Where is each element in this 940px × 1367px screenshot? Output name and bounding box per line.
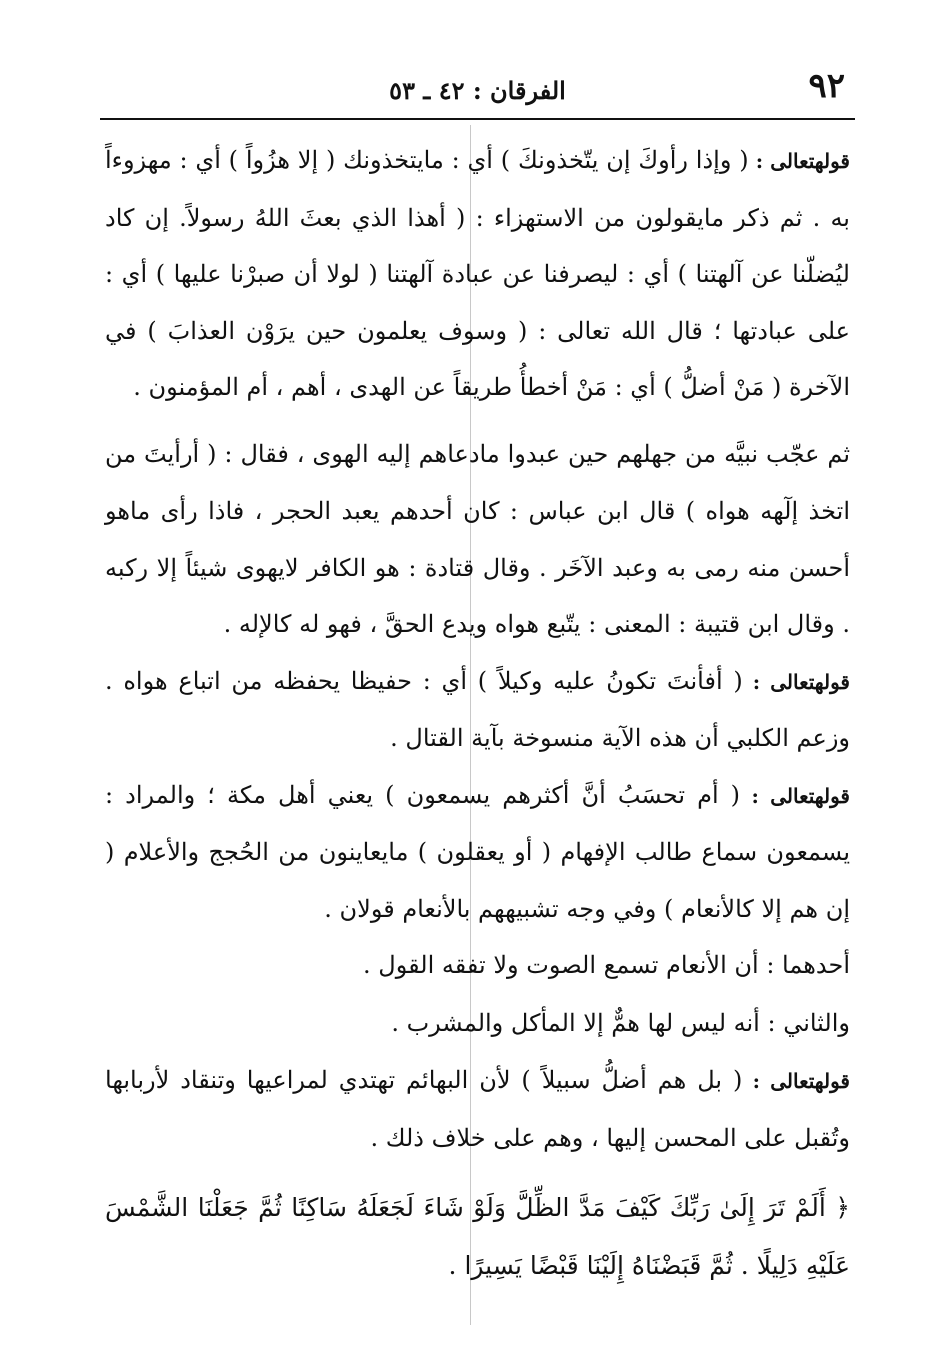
paragraph-text: ( وإذا رأوكَ إن يتّخذونكَ ) أي : مايتخذونك ( إلا هزُواً ) أي : مهزوءاً به . ثم ذكر مايقولون من الاستهزاء : ( أهذا الذي بعثَ اللهُ رسولاً. إن كاد ليُضلّنا عن آلهتنا ) أي : ليصرفنا عن عبادة آلهتنا ( لولا أن صبرْنا عليها ) أي : على عبادتها ؛ قال الله تعالى : ( وسوف يعلمون حين يرَوْن العذابَ ) في الآخرة ( مَنْ أضلُّ ) أي : مَنْ أخطأُ طريقاً عن الهدى ، أهم ، أم المؤمنون .	[105, 146, 850, 401]
paragraph-lead: قولهتعالى :	[742, 1069, 850, 1093]
page-header	[100, 62, 855, 122]
paragraph-text: ( بل هم أضلُّ سبيلاً ) لأن البهائم تهتدي لمراعيها وتنقاد لأربابها وتُقبل على المحسن إليها ، وهم على خلاف ذلك .	[105, 1066, 850, 1152]
paragraph-lead: قولهتعالى :	[748, 149, 850, 173]
paragraph-5	[105, 937, 850, 995]
paragraph-text: ثم عجّب نبيَّه من جهلهم حين عبدوا مادعاهم إليه الهوى ، فقال : ( أرأيتَ من اتخذ إلٓهه هواه ) قال ابن عباس : كان أحدهم يعبد الحجر ، فاذا رأى ماهو أحسن منه رمى به وعبد الآخَر . وقال قتادة : هو الكافر لايهوى شيئاً إلا ركبه . وقال ابن قتيبة : المعنى : يتّبع هواه ويدع الحقَّ ، فهو له كالإله .	[105, 439, 850, 638]
verse-text: ﴿ أَلَمْ تَرَ إِلَىٰ رَبِّكَ كَيْفَ مَدَّ الظِّلَّ وَلَوْ شَاءَ لَجَعَلَهُ سَاكِنًا ثُمَّ جَعَلْنَا الشَّمْسَ عَلَيْهِ دَلِيلًا . ثُمَّ قَبَضْنَاهُ إِلَيْنَا قَبْضًا يَسِيرًا .	[105, 1193, 850, 1280]
paragraph-lead: قولهتعالى :	[742, 669, 850, 694]
paragraph-lead: قولهتعالى :	[740, 783, 850, 808]
body-text	[105, 132, 850, 1294]
chapter-title: الفرقان : ٤٢ ـ ٥٣	[389, 76, 566, 105]
paragraph-text: والثاني : أنه ليس لها همٌّ إلا المأكل والمشرب .	[391, 1008, 850, 1037]
paragraph-7	[105, 1052, 850, 1166]
paragraph-text: أحدهما : أن الأنعام تسمع الصوت ولا تفقه القول .	[363, 951, 850, 979]
paragraph-2	[105, 426, 850, 653]
paragraph-3	[105, 653, 850, 767]
quran-verse	[105, 1180, 850, 1294]
header-rule	[100, 118, 855, 120]
paragraph-text: ( أم تحسَبُ أنَّ أكثرهم يسمعون ) يعني أهل مكة ؛ والمراد : يسمعون سماع طالب الإفهام ( أو يعقلون ) مايعاينون من الحُجج والأعلام ( إن هم إلا كالأنعام ) وفي وجه تشبيههم بالأنعام قولان .	[105, 780, 850, 923]
page-number: ٩٢	[808, 66, 845, 106]
paragraph-6	[105, 995, 850, 1053]
paragraph-1	[105, 132, 850, 416]
paragraph-text: ( أفأنتَ تكونُ عليه وكيلاً ) أي : حفيظا يحفظه من اتباع هواه . وزعم الكلبي أن هذه الآية منسوخة بآية القتال .	[105, 666, 850, 752]
paragraph-4	[105, 767, 850, 938]
